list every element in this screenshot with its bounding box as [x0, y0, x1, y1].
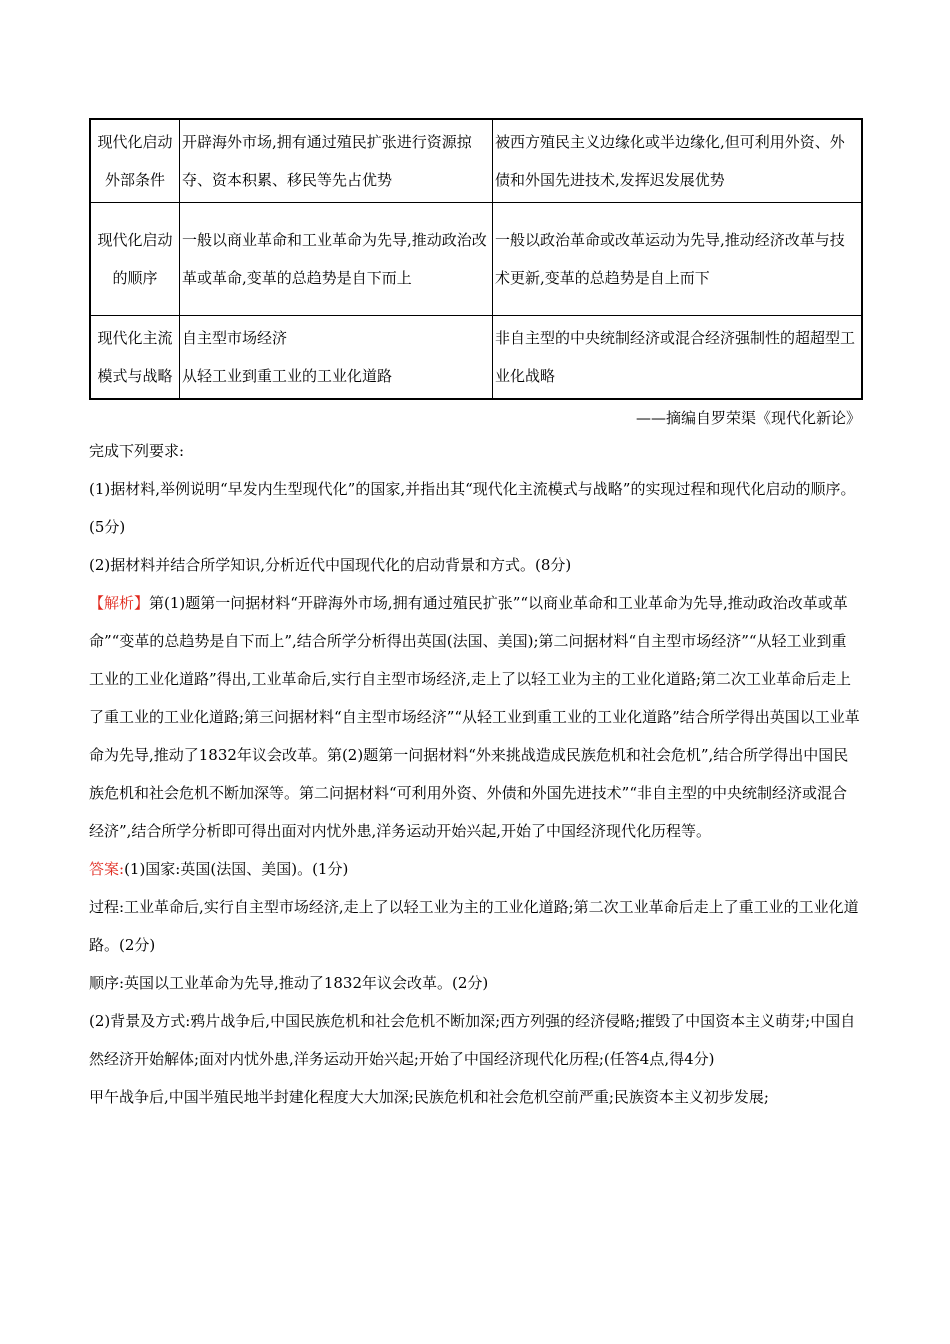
question-2: (2)据材料并结合所学知识,分析近代中国现代化的启动背景和方式。(8分)	[89, 556, 572, 574]
table-cell: 开辟海外市场,拥有通过殖民扩张进行资源掠夺、资本积累、移民等先占优势	[180, 119, 493, 203]
analysis-paragraph	[89, 584, 861, 850]
row-header: 现代化主流模式与战略	[90, 316, 180, 400]
requirements-intro: 完成下列要求:	[89, 442, 185, 460]
table-cell: 一般以政治革命或改革运动为先导,推动经济改革与技术更新,变革的总趋势是自上而下	[493, 203, 863, 316]
answer-last: 甲午战争后,中国半殖民地半封建化程度大大加深;民族危机和社会危机空前严重;民族资本主义初步发展;	[89, 1088, 769, 1106]
citation: ——摘编自罗荣渠《现代化新论》	[635, 409, 861, 427]
analysis-label: 【解析】	[89, 594, 150, 612]
table-cell: 一般以商业革命和工业革命为先导,推动政治改革或革命,变革的总趋势是自下而上	[180, 203, 493, 316]
table-row	[90, 119, 862, 203]
material-table	[89, 118, 863, 400]
row-header: 现代化启动的顺序	[90, 203, 180, 316]
table-cell: 非自主型的中央统制经济或混合经济强制性的超超型工业化战略	[493, 316, 863, 400]
cell-line: 自主型市场经济	[182, 329, 288, 347]
answer-line-1: (1)国家:英国(法国、美国)。(1分)	[124, 860, 349, 878]
analysis-text: 第(1)题第一问据材料“开辟海外市场,拥有通过殖民扩张”“以商业革命和工业革命为先导,推动政治改革或革命”“变革的总趋势是自下而上”,结合所学分析得出英国(法国、美国);第二问据材料“自主型市场经济”“从轻工业到重工业的工业化道路”得出,工业革命后,实行自主型市场经济,走上了以轻工业为主的工业化道路;第二次工业革命后走上了重工业的工业化道路;第三问据材料“自主型市场经济”“从轻工业到重工业的工业化道路”结合所学得出英国以工业革命为先导,推动了1832年议会改革。第(2)题第一问据材料“外来挑战造成民族危机和社会危机”,结合所学得出中国民族危机和社会危机不断加深等。第二问据材料“可利用外资、外债和外国先进技术”“非自主型的中央统制经济或混合经济”,结合所学分析即可得出面对内忧外患,洋务运动开始兴起,开始了中国经济现代化历程等。	[89, 594, 860, 840]
answer-label: 答案:	[89, 860, 125, 878]
cell-line: 从轻工业到重工业的工业化道路	[182, 367, 393, 385]
page-content	[89, 118, 861, 1116]
table-cell: 被西方殖民主义边缘化或半边缘化,但可利用外资、外债和外国先进技术,发挥迟发展优势	[493, 119, 863, 203]
question-1: (1)据材料,举例说明“早发内生型现代化”的国家,并指出其“现代化主流模式与战略”的实现过程和现代化启动的顺序。(5分)	[89, 480, 856, 536]
table-cell	[180, 316, 493, 400]
answer-line	[89, 850, 861, 888]
row-header: 现代化启动外部条件	[90, 119, 180, 203]
answer-process: 过程:工业革命后,实行自主型市场经济,走上了以轻工业为主的工业化道路;第二次工业革命后走上了重工业的工业化道路。(2分)	[89, 898, 859, 954]
table-row	[90, 316, 862, 400]
table-row	[90, 203, 862, 316]
answer-order: 顺序:英国以工业革命为先导,推动了1832年议会改革。(2分)	[89, 974, 489, 992]
answer-q2: (2)背景及方式:鸦片战争后,中国民族危机和社会危机不断加深;西方列强的经济侵略;摧毁了中国资本主义萌芽;中国自然经济开始解体;面对内忧外患,洋务运动开始兴起;开始了中国经济现代化历程;(任答4点,得4分)	[89, 1012, 856, 1068]
